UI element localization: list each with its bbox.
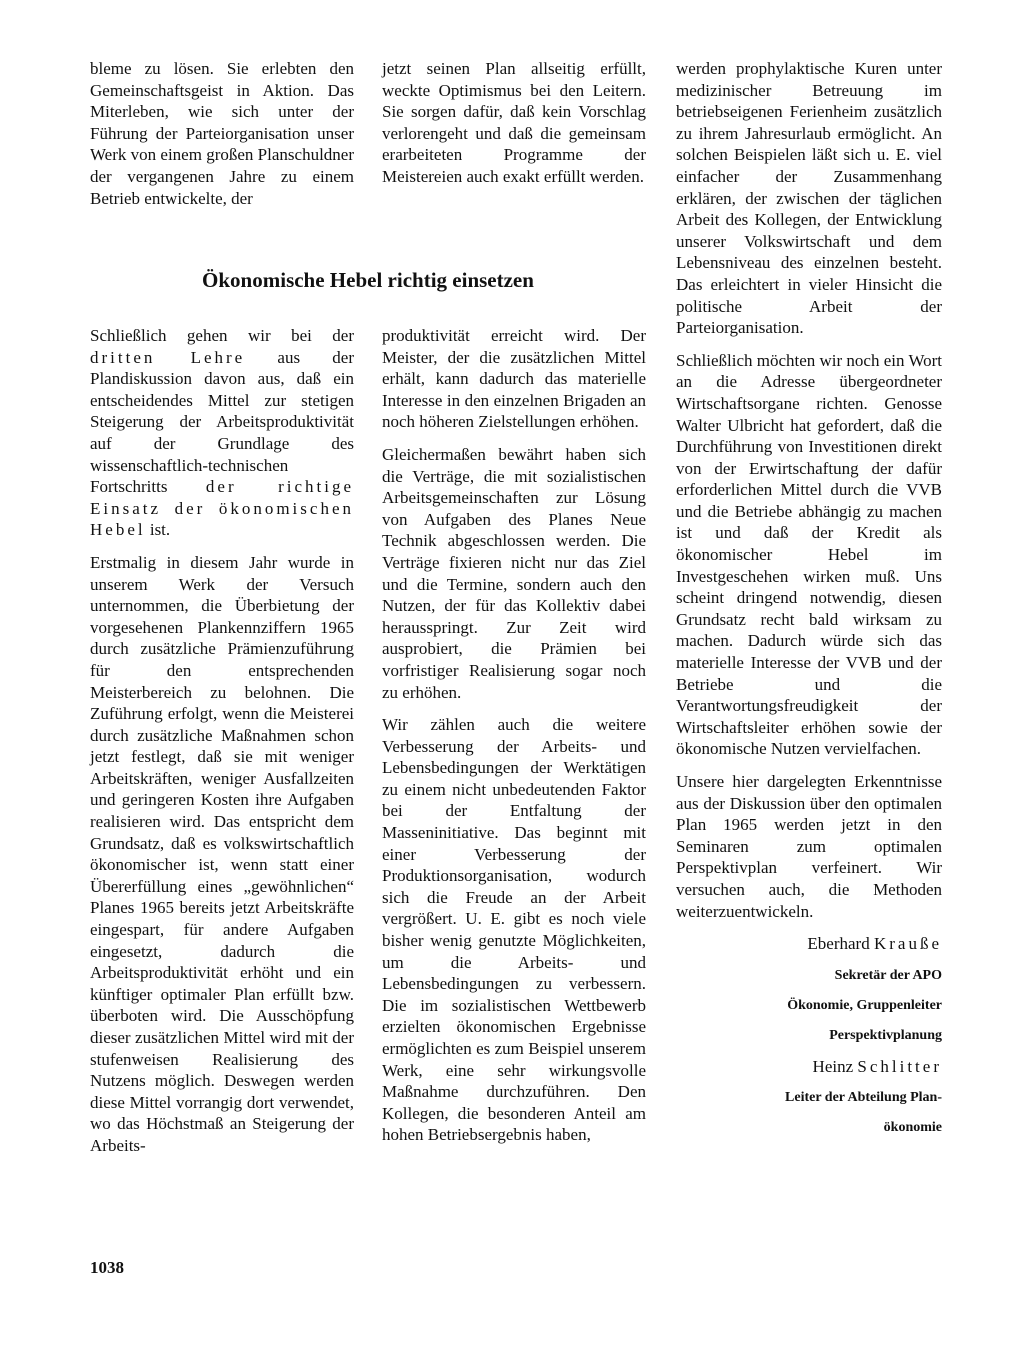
signature-block-2	[676, 1056, 942, 1138]
author-role: Leiter der Abteilung Plan-	[785, 1090, 942, 1106]
paragraph: Unsere hier dargelegten Erkenntnisse aus der Diskussion über den optimalen Plan 1965 werden jetzt in den Seminaren zum optimalen Perspektivplan verfeinert. Wir versuchen auch, die Methoden weiterzuentwickeln.	[676, 772, 942, 921]
text-run: Schließlich gehen wir bei der	[90, 326, 354, 345]
section-heading: Ökonomische Hebel richtig einsetzen	[202, 268, 534, 292]
emphasis-text: dritten Lehre	[90, 347, 246, 367]
paragraph: werden prophylaktische Kuren unter medizinischer Betreuung im betriebseigenen Ferienheim zusätzlich zu ihrem Jahresurlaub ermöglicht. An solchen Beispielen läßt sich u. E. viel einfacher der Zusammenhang erklären, der zwischen der täglichen Arbeit des Kollegen, der Entwicklung unserer Volkswirtschaft und dem Lebensniveau des einzelnen besteht. Das erleichtert in vieler Hinsicht die politische Arbeit der Parteiorganisation.	[676, 59, 942, 338]
author-last-name: Krauße	[873, 934, 942, 954]
column-right	[676, 58, 942, 1148]
paragraph: produktivität erreicht wird. Der Meister, der die zusätzlichen Mittel erhält, kann dadurch das materielle Interesse in den einzelnen Brigaden an noch höheren Zielstellungen erhöhen.	[382, 326, 646, 432]
author-role: Ökonomie, Gruppenleiter	[787, 997, 942, 1013]
author-role: Perspektivplanung	[829, 1027, 942, 1043]
paragraph: bleme zu lösen. Sie erlebten den Gemeinschaftsgeist in Aktion. Das Miterleben, wie sich unter der Führung der Parteiorganisation unser Werk von einem großen Planschuldner der vergangenen Jahre zu einem Betrieb entwickelte, der	[90, 59, 354, 208]
text-run: ist.	[145, 520, 171, 540]
author-name	[676, 933, 942, 955]
column-bottom-left	[90, 325, 354, 1168]
column-bottom-middle	[382, 325, 646, 1157]
author-first-name: Eberhard	[807, 934, 874, 954]
paragraph: jetzt seinen Plan allseitig erfüllt, weckte Optimismus bei den Leitern. Sie sorgen dafür, daß kein Vorschlag verlorengeht und daß die gemeinsam erarbeiteten Programme der Meistereien auch exakt erfüllt werden.	[382, 59, 646, 186]
paragraph: Wir zählen auch die weitere Verbesserung der Arbeits- und Lebensbedingungen der Werktätigen zu einem nicht unbedeutenden Faktor bei der Entfaltung der Masseninitiative. Das beginnt mit einer Verbesserung der Produktionsorganisation, wodurch sich die Freude an der Arbeit vergrößert. U. E. gibt es noch viele bisher wenig genutzte Möglichkeiten, um die Arbeits- und Lebensbedingungen zu verbessern. Die im sozialistischen Wettbewerb erzielten ökonomischen Ergebnisse ermöglichten es zum Beispiel unserem Werk, eine sehr wirkungsvolle Maßnahme durchzuführen. Den Kollegen, die besonderen Anteil am hohen Betriebsergebnis haben,	[382, 715, 646, 1145]
paragraph	[90, 325, 354, 541]
page-number: 1038	[90, 1258, 124, 1277]
author-name	[676, 1056, 942, 1078]
emphasis-text: der richtige Einsatz der ökonomischen Hebel	[90, 477, 354, 540]
column-top-middle	[382, 58, 646, 199]
paragraph: Gleichermaßen bewährt haben sich die Verträge, die mit sozialistischen Arbeitsgemeinschaften zur Lösung von Aufgaben des Planes Neue Technik abgeschlossen werden. Die Verträge fixieren nicht nur das Ziel und die Termine, sondern auch den Nutzen, der für das Kollektiv dabei herausspringt. Zur Zeit wird ausprobiert, die Prämien bei vorfristiger Realisierung sogar noch zu erhöhen.	[382, 444, 646, 702]
author-last-name: Schlitter	[857, 1056, 942, 1076]
paragraph: Schließlich möchten wir noch ein Wort an die Adresse übergeordneter Wirtschaftsorgane richten. Genosse Walter Ulbricht hat gefordert, daß die Durchführung von Investitionen direkt von der Erwirtschaftung der dafür erforderlichen Mittel durch die VVB und die Betriebe abhängig zu machen ist und daß der Kredit als ökonomischer Hebel im Investgeschehen wirken muß. Uns scheint dringend notwendig, diesen Grundsatz recht bald wirksam zu machen. Dadurch würde sich das materielle Interesse der VVB und der Betriebe und die Verantwortungsfreudigkeit der Wirtschaftsleiter erhöhen sowie der ökonomische Nutzen vervielfachen.	[676, 350, 943, 759]
column-top-left	[90, 58, 354, 220]
paragraph: Erstmalig in diesem Jahr wurde in unserem Werk der Versuch unternommen, die Überbietung der vorgesehenen Plankennziffern 1965 durch zusätzliche Prämienzuführung für den entsprechenden Meisterbereich zu belohnen. Die Zuführung erfolgt, wenn die Meisterei durch zusätzliche Maßnahmen schon jetzt festlegt, daß sie mit weniger Arbeitskräften, weniger Ausfallzeiten und geringeren Kosten ihre Aufgaben realisieren wird. Das entspricht dem Grundsatz, daß es volkswirtschaftlich ökonomischer ist, wenn statt einer Übererfüllung eines „gewöhnlichen“ Planes 1965 bereits jetzt Arbeitskräfte eingespart, für andere Aufgaben eingesetzt, dadurch die Arbeitsproduktivität erhöht und ein künftiger optimaler Plan erfüllt bzw. überboten wird. Die Ausschöpfung dieser zusätzlichen Mittel wird mit der stufenweisen Realisierung des Nutzens möglich. Deswegen werden diese Mittel vorrangig dort verwendet, wo das Höchstmaß an Steigerung der Arbeits-	[90, 552, 354, 1155]
text-run: aus der Plandiskussion davon aus, daß ein entscheidendes Mittel zur stetigen Steigerung der Arbeitsproduktivität auf der Grundlage des wissenschaftlich-technischen Fortschritts	[90, 347, 354, 497]
author-first-name: Heinz	[812, 1056, 858, 1076]
author-role: ökonomie	[883, 1120, 942, 1136]
signature-block-1	[676, 933, 942, 1045]
author-role: Sekretär der APO	[834, 967, 942, 983]
